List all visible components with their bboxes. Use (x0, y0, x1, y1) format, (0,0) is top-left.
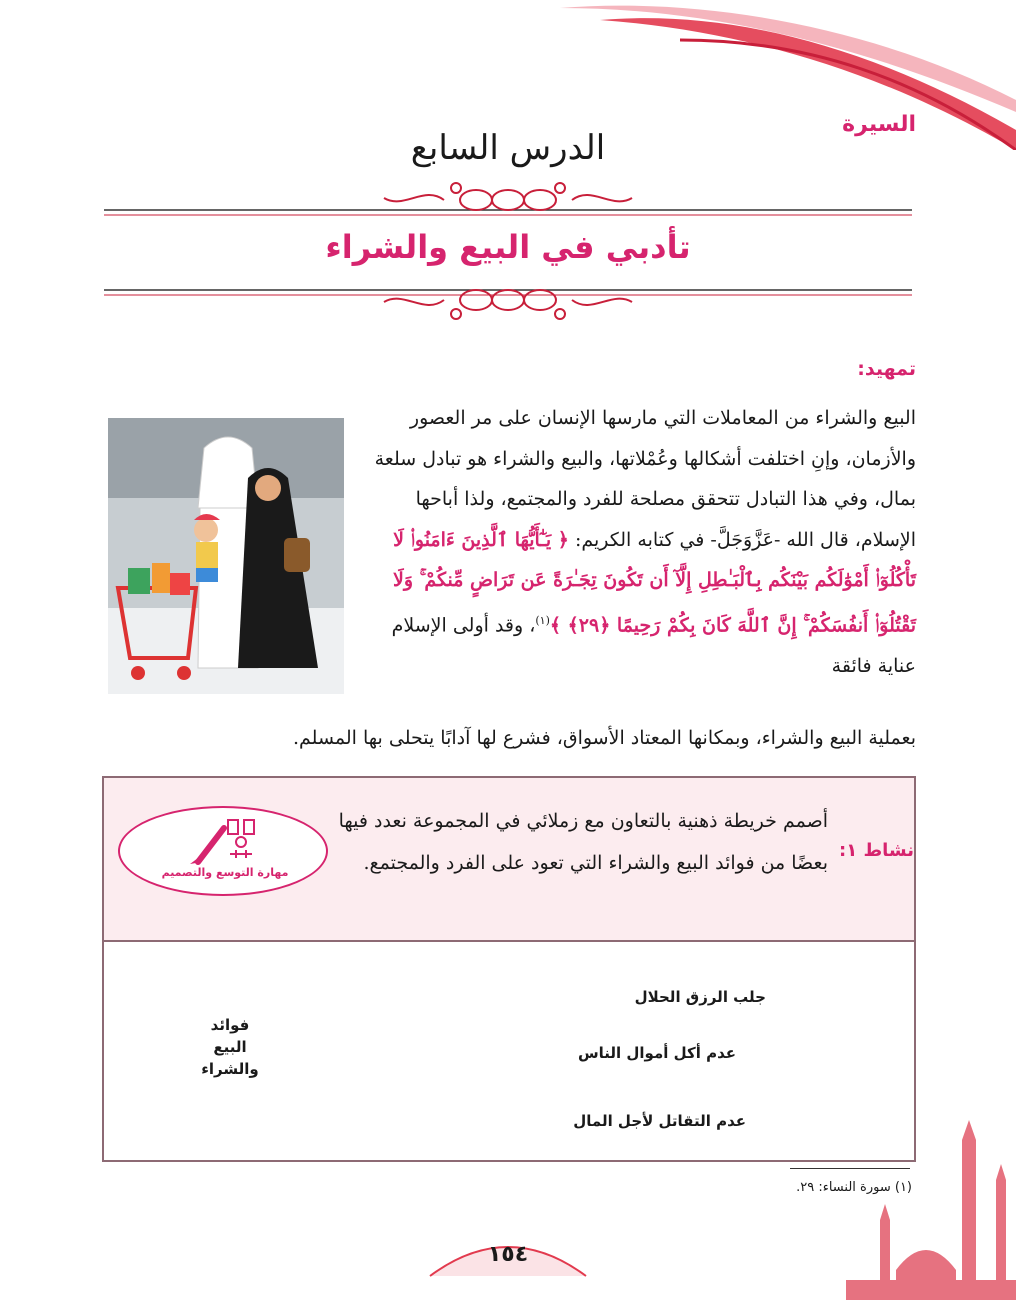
mind-map-benefit: عدم أكل أموال الناس (577, 1044, 736, 1062)
quran-verse: ﴿ يَـٰٓأَيُّهَا ٱلَّذِينَ ءَامَنُوا۟ لَا تَأْكُلُوٓا۟ أَمْوَٰلَكُم بَيْنَكُم بِٱلْبَـٰطِلِ إِلَّآ أَن تَكُونَ تِجَـٰرَةً عَن تَرَاضٍ مِّنكُمْ ۚ وَلَا تَقْتُلُوٓا۟ أَنفُسَكُمْ ۚ إِنَّ ٱللَّهَ كَانَ بِكُمْ رَحِيمًا ﴿٢٩﴾ ﴾ (392, 528, 916, 637)
design-pen-icon (180, 814, 270, 866)
mind-map-benefit: جلب الرزق الحلال (634, 988, 766, 1006)
footnote: (١) سورة النساء: ٢٩. (796, 1180, 912, 1195)
skill-badge-label: مهارة التوسع والتصميم (161, 866, 289, 879)
intro-paragraph-text: البيع والشراء من المعاملات التي مارسها الإنسان على مر العصور والأزمان، وإنِ اختلفت أشكالها وعُمْلاتها، والبيع والشراء هو تبادل سلعة بمال، وفي هذا التبادل تتحقق مصلحة للفرد والمجتمع، ولذا أباحها الإسلام، قال الله -عَزَّوَجَلَّ- في كتابه الكريم: (374, 407, 916, 551)
intro-paragraph-end: ، وقد أولى الإسلام عناية فائقة (391, 614, 916, 677)
mosque-silhouette-decoration (846, 1120, 1016, 1300)
activity-text: أصمم خريطة ذهنية بالتعاون مع زملائي في المجموعة نعدد فيها بعضًا من فوائد البيع والشراء التي تعود على الفرد والمجتمع. (338, 810, 828, 874)
intro-paragraph (356, 398, 916, 686)
activity-label: نشاط ١: (839, 840, 914, 861)
mind-map-center (175, 1014, 285, 1080)
lesson-title: تأدبي في البيع والشراء (325, 228, 691, 266)
mind-map-benefit: عدم التقاتل لأجل المال (573, 1112, 746, 1130)
intro-heading: تمهيد: (857, 358, 916, 380)
mind-map-center-line: والشراء (201, 1060, 259, 1078)
mind-map-center-line: البيع (213, 1038, 247, 1056)
family-shopping-illustration (108, 418, 344, 694)
page-number: ١٥٤ (487, 1242, 529, 1267)
footnote-reference[interactable]: (١) (535, 613, 550, 627)
intro-last-line: بعملية البيع والشراء، وبمكانها المعتاد الأسواق، فشرع لها آدابًا يتحلى بها المسلم. (292, 727, 916, 749)
skill-badge (118, 806, 328, 896)
ornament-top (104, 180, 912, 220)
lesson-number: الدرس السابع (410, 128, 606, 168)
mind-map-center-line: فوائد (210, 1016, 250, 1034)
ornament-bottom (104, 280, 912, 328)
section-label: السيرة (842, 112, 916, 137)
